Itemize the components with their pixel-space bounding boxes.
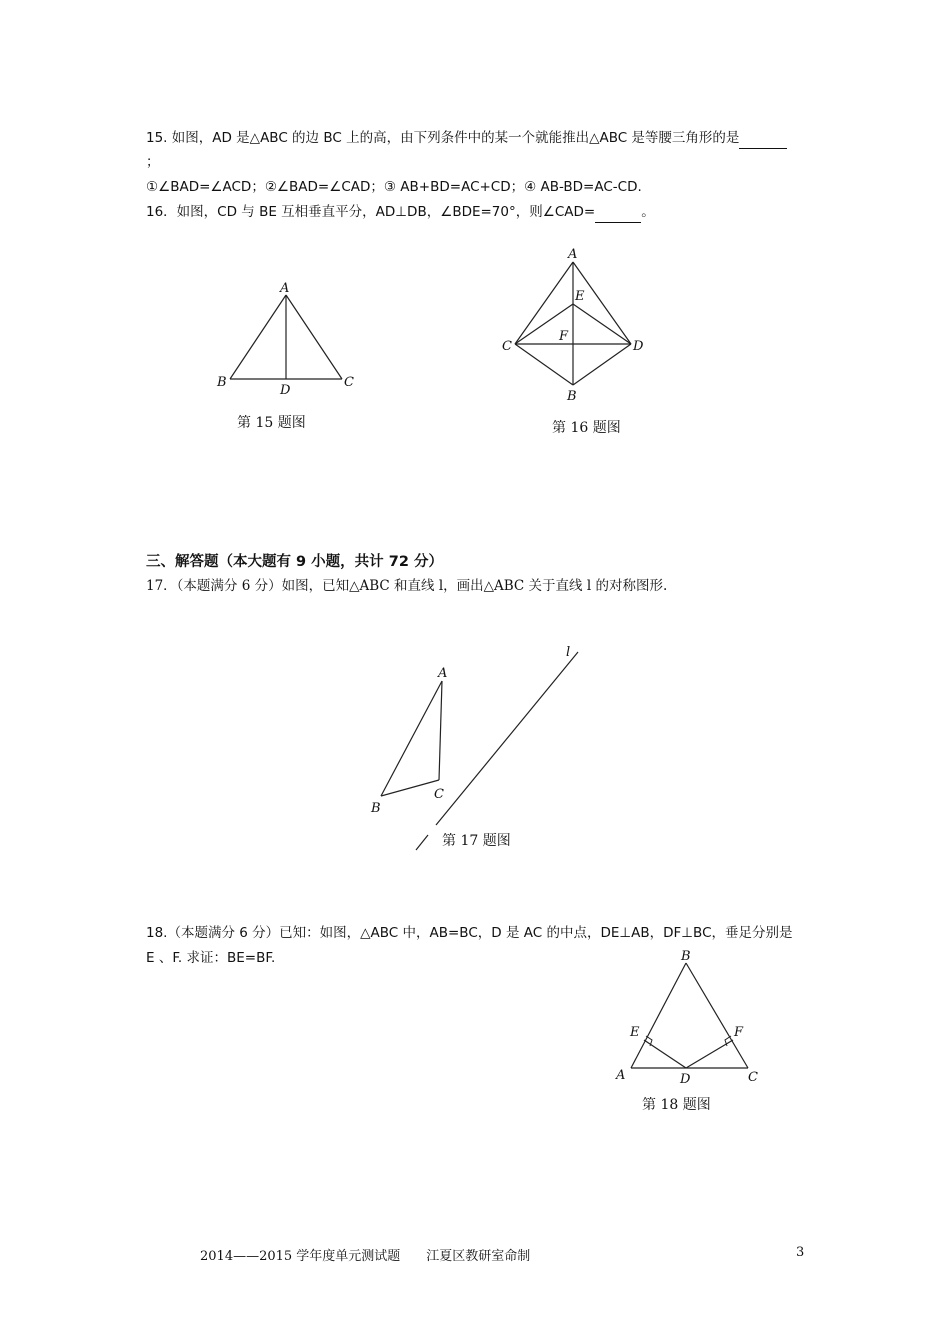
fig17-line-l-upper [436, 652, 578, 825]
q15-line1 [146, 128, 787, 149]
fig18-label-a: A [616, 1068, 626, 1083]
fig16-label-f: F [559, 329, 569, 344]
fig16-seg-bc [515, 344, 573, 385]
fig16-label-a: A [568, 247, 578, 262]
fig18-label-c: C [748, 1070, 758, 1085]
fig18-label-e: E [630, 1025, 640, 1040]
q15-answer-blank[interactable] [739, 128, 787, 149]
fig18-label-b: B [681, 949, 691, 964]
fig17-side-ac [439, 681, 442, 780]
fig16-label-b: B [567, 389, 577, 404]
q16-line [146, 202, 655, 223]
fig16-diagram [495, 242, 655, 407]
fig15-caption: 第 15 题图 [237, 415, 306, 431]
fig16-label-c: C [502, 339, 512, 354]
q17-text: 17．（本题满分 6 分）如图，已知△ABC 和直线 l，画出△ABC 关于直线 l 的对称图形. [146, 578, 668, 594]
footer-text: 2014——2015 学年度单元测试题 江夏区教研室命制 [200, 1249, 531, 1264]
fig15-label-c: C [344, 375, 354, 390]
page-number: 3 [796, 1245, 805, 1260]
fig16-seg-bd [573, 344, 631, 385]
fig17-label-b: B [371, 801, 381, 816]
fig17-line-l-lower [416, 835, 428, 850]
fig18-diagram [608, 945, 768, 1090]
fig17-label-a: A [438, 666, 448, 681]
q15-options: ①∠BAD=∠ACD；②∠BAD=∠CAD；③ AB+BD=AC+CD；④ AB-BD=AC-CD. [146, 179, 642, 195]
fig15-label-a: A [280, 281, 290, 296]
q15-line2: ； [146, 154, 160, 170]
fig18-side-bc [686, 963, 748, 1068]
fig17-diagram [360, 640, 600, 860]
q16-answer-blank[interactable] [595, 202, 641, 223]
fig18-label-d: D [680, 1072, 691, 1087]
fig15-side-ac [286, 295, 342, 379]
fig18-caption: 第 18 题图 [642, 1097, 711, 1113]
fig15-side-ab [230, 295, 286, 379]
q15-text: 15. 如图，AD 是△ABC 的边 BC 上的高，由下列条件中的某一个就能推出△ABC 是等腰三角形的是 [146, 130, 740, 146]
section-title: 三、解答题（本大题有 9 小题，共计 72 分） [146, 554, 443, 570]
q16-text-end: 。 [641, 204, 655, 220]
fig17-caption: 第 17 题图 [442, 833, 511, 849]
fig17-side-bc [381, 780, 439, 796]
q18-line2: E 、F. 求证：BE=BF. [146, 950, 276, 966]
q16-text: 16．如图，CD 与 BE 互相垂直平分，AD⊥DB，∠BDE=70°，则∠CAD= [146, 204, 596, 220]
fig16-seg-de [573, 304, 631, 344]
fig17-label-c: C [434, 787, 444, 802]
fig16-label-e: E [575, 289, 585, 304]
fig16-caption: 第 16 题图 [552, 420, 621, 436]
fig18-label-f: F [734, 1025, 744, 1040]
fig15-label-b: B [217, 375, 227, 390]
fig17-label-l: l [566, 645, 571, 660]
fig15-label-d: D [280, 383, 291, 398]
q18-line1: 18.（本题满分 6 分）已知：如图，△ABC 中，AB=BC，D 是 AC 的中点，DE⊥AB，DF⊥BC，垂足分别是 [146, 925, 793, 941]
fig16-label-d: D [633, 339, 644, 354]
fig15-diagram [210, 278, 360, 398]
fig17-side-ab [381, 681, 442, 796]
fig18-side-ab [631, 963, 686, 1068]
